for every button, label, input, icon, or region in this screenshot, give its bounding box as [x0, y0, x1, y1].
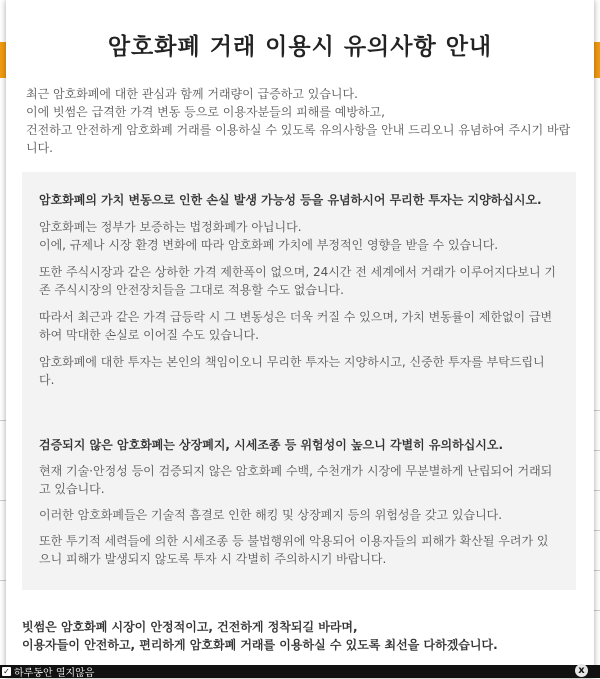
background-page-accent-right	[594, 42, 600, 78]
hide-today-option[interactable]	[2, 665, 94, 678]
section-paragraph: 암호화폐는 정부가 보증하는 법정화폐가 아닙니다. 이에, 규제나 시장 환경 변화에 따라 암호화폐 가치에 부정적인 영향을 받을 수 있습니다.	[39, 220, 499, 252]
section-paragraph: 또한 투기적 세력들에 의한 시세조종 등 불법행위에 악용되어 이용자들의 피해가 확산될 우려가 있으니 피해가 발생되지 않도록 투자 시 각별히 주의하시기 바랍니다.	[39, 534, 549, 566]
section-paragraph: 또한 주식시장과 같은 상하한 가격 제한폭이 없으며, 24시간 전 세계에서 거래가 이루어지다보니 기존 주식시장의 안전장치들을 그대로 적용할 수도 없습니다.	[39, 265, 556, 297]
section-paragraph: 암호화폐에 대한 투자는 본인의 책임이오니 무리한 투자는 지양하시고, 신중한 투자를 부탁드립니다.	[39, 355, 545, 387]
hide-today-label: 하루동안 열지않음	[14, 668, 95, 679]
intro-line: 건전하고 안전하게 암호화폐 거래를 이용하실 수 있도록 유의사항을 안내 드리오니 유념하여 주시기 바랍니다.	[26, 123, 571, 155]
section-title: 검증되지 않은 암호화폐는 상장폐지, 시세조종 등 위험성이 높으니 각별히 유의하십시오.	[39, 438, 504, 452]
closing-message	[22, 618, 582, 654]
popup-footer-bar	[0, 665, 600, 678]
popup-title: 암호화폐 거래 이용시 유의사항 안내	[107, 34, 493, 60]
background-divider	[594, 610, 600, 611]
intro-line: 이에 빗썸은 급격한 가격 변동 등으로 이용자분들의 피해를 예방하고,	[26, 105, 385, 119]
notice-popup	[6, 0, 594, 678]
section-paragraph: 현재 기술·안정성 등이 검증되지 않은 암호화폐 수백, 수천개가 시장에 무분별하게 난립되어 거래되고 있습니다.	[39, 464, 553, 496]
section-paragraph: 이러한 암호화폐들은 기술적 흠결로 인한 해킹 및 상장폐지 등의 위험성을 갖고 있습니다.	[39, 508, 503, 522]
closing-line: 이용자들이 안전하고, 편리하게 암호화폐 거래를 이용하실 수 있도록 최선을 다하겠습니다.	[22, 638, 498, 652]
section-unverified-coins	[22, 436, 576, 568]
closing-line: 빗썸은 암호화폐 시장이 안정적이고, 건전하게 정착되길 바라며,	[22, 620, 358, 634]
intro-text	[26, 85, 576, 157]
close-icon: x	[578, 665, 585, 676]
section-title: 암호화폐의 가치 변동으로 인한 손실 발생 가능성 등을 유념하시어 무리한 투자는 지양하십시오.	[39, 193, 542, 207]
background-divider	[594, 410, 600, 411]
section-price-volatility	[22, 191, 576, 389]
background-divider	[594, 570, 600, 571]
close-button[interactable]	[575, 664, 588, 677]
notice-box	[22, 172, 576, 590]
background-divider	[594, 450, 600, 451]
intro-line: 최근 암호화폐에 대한 관심과 함께 거래량이 급증하고 있습니다.	[26, 87, 358, 101]
background-divider	[594, 530, 600, 531]
section-paragraph: 따라서 최근과 같은 가격 급등락 시 그 변동성은 더욱 커질 수 있으며, 가치 변동률이 제한없이 급변하여 막대한 손실로 이어질 수도 있습니다.	[39, 310, 553, 342]
hide-today-checkbox[interactable]: ✓	[3, 667, 10, 676]
background-divider	[594, 490, 600, 491]
